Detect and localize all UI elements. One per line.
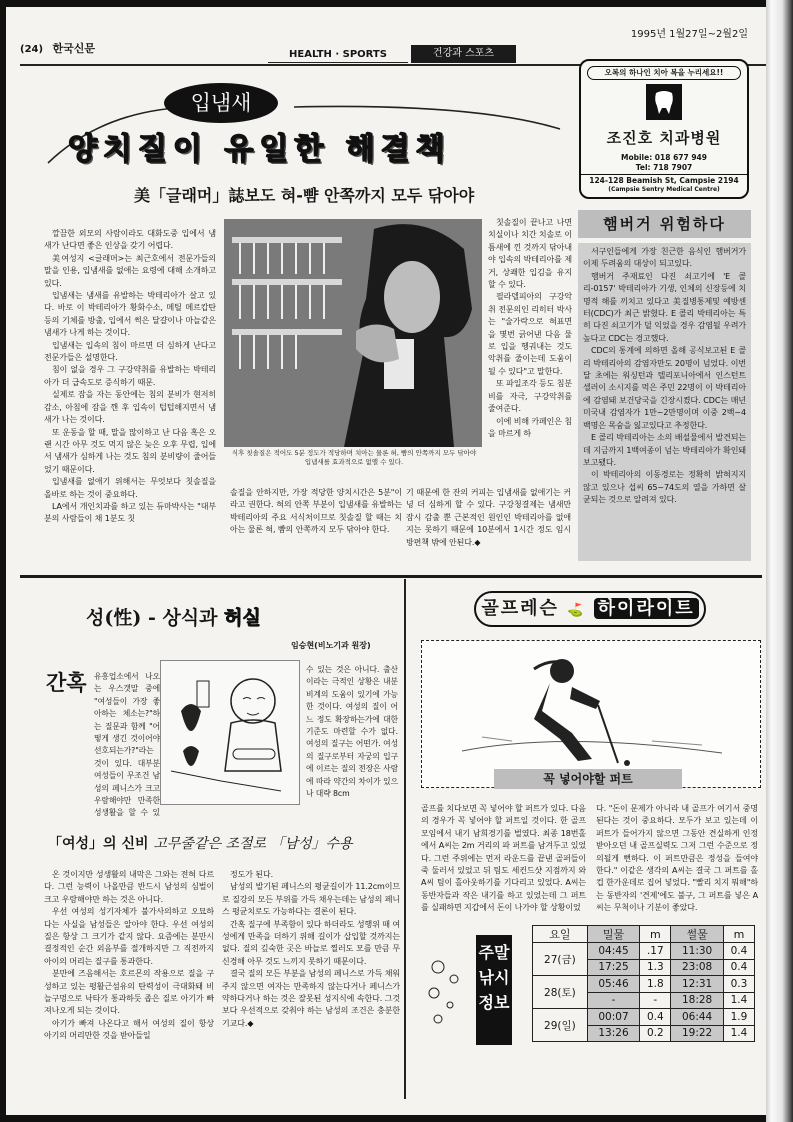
- sex-intro-left: [94, 671, 160, 819]
- high-m: 0.4: [640, 1009, 671, 1026]
- day-cell: 27(금): [533, 943, 588, 976]
- low-m: 0.4: [723, 943, 754, 960]
- subtitle-accent: 고무줄같은 조절로 「남성」수용: [153, 836, 353, 852]
- paragraph: 서구인들에게 가장 친근한 음식인 햄버거가 이제 두려움의 대상이 되고있다.: [583, 247, 746, 269]
- paragraph: LA에서 개인치과를 하고 있는 듀마박사는 "대부분의 사람들이 채 1분도 칫: [44, 501, 216, 524]
- low-m: 0.4: [723, 959, 754, 976]
- article-column-2: [230, 487, 402, 569]
- clinic-address: 124-128 Beamish St, Campsie 2194: [581, 174, 747, 185]
- clinic-mobile: Mobile: 018 677 949: [620, 153, 707, 162]
- paragraph: CDC의 통계에 의하면 올해 공식보고된 E 콜리 박테리아의 감염자만도 20명이 넘었다. 이번달 초에는 워싱턴과 텔리포니아에서 인스턴트 셀러이 소시지를 먹은 주민 22명이 이 박테리아에 감염돼 보건당국을 긴장시켰다. CDC는 매년 미국내 감염자가 1만~2만명이며 이중 2백~4백명은 목숨을 잃고있다고 추정한다.: [583, 346, 746, 430]
- high-time: 17:25: [587, 959, 640, 976]
- paragraph: 골프를 치다보면 꼭 넣어야 할 퍼트가 있다. 다음의 경우가 꼭 넣어야 할 퍼트일 것이다. 한 골프모임에서 내기 남희경기를 벌였다. 최종 18번홀에서 A씨는 2m 거리의 파 퍼트를 남겨두고 있었다. 그런 주위에는 먼저 라운드를 끝낸 골퍼들이 죽 둘러서 있었고 뒤 팀도 세컨드샷 지점까지 와 A씨 팀이 홀아웃하기를 기다리고 있었다. A씨는 동반자들과 작은 내기를 하고 있었는데 그 퍼트를 실패하면 지갑에서 돈이 나가야 할 상황이었: [421, 804, 586, 913]
- col-high-m: m: [640, 926, 671, 943]
- paragraph: 美여성지 <글래머>는 최근호에서 전문가들의 말을 인용, 입냄새를 없애는 요령에 대해 소개하고 있다.: [44, 253, 216, 288]
- scan-edge: [766, 0, 793, 1122]
- article-column-4: [488, 217, 572, 485]
- column-divider: [404, 579, 406, 1099]
- article-headline: 양치질이 유일한 해결책: [68, 132, 451, 167]
- paragraph: 깔끔한 외모의 사람이라도 대화도중 입에서 냄새가 난다면 좋은 인상을 갖기 어렵다.: [44, 229, 216, 251]
- ad-tagline: 오복의 하나인 치아 복을 누리세요!!: [587, 66, 741, 80]
- paragraph: 침이 없을 경우 그 구강약취를 유발하는 박테리아가 더 급속도로 증식하기 때문.: [44, 365, 216, 387]
- paragraph: 입냄새는 냄새를 유발하는 박테리아가 살고 있다. 바로 이 박테리아가 황화수소, 메틸 메르캅탄 등의 기체를 방출, 입에서 썩은 달걀이나 마늘같은 냄새가 나게 하는 것이다.: [44, 291, 216, 338]
- table-row: [533, 943, 755, 960]
- paragraph: 입냄새를 없애기 위해서는 무엇보다 칫솔질을 올바로 하는 것이 중요하다.: [44, 477, 216, 499]
- hamburger-title: 햄버거 위험하다: [578, 210, 751, 238]
- golf-ball-icon: ⛳: [567, 603, 586, 618]
- day-cell: 28(토): [533, 976, 588, 1009]
- paragraph: 결국 질의 모든 부분을 남성의 페니스로 가득 채워주지 않으면 여자는 만족하지 않는다거나 페니스가 약하다거나 하는 것은 잘못된 성지식에 속한다. 그것보다 우선적으로 갖춰야 하는 남성의 조건은 충분한 기교다.◆: [222, 969, 400, 1028]
- low-time: 12:31: [671, 976, 724, 993]
- low-m: 1.9: [723, 1009, 754, 1026]
- golf-body-right: [596, 803, 758, 923]
- sex-column-title-accent: 허실: [224, 607, 261, 629]
- paragraph: 솔질을 안하지만, 가장 적당한 양치시간은 5분"이라고 권한다. 혀의 안쪽 부분이 입냄새를 유발하는 박테리아의 주요 서식처이므로 칫솔질 할 때는 치아는 물론 혀, 뺨의 안쪽까지 모두 닦아야 한다.: [230, 488, 402, 535]
- low-m: 0.3: [723, 976, 754, 993]
- newspaper-page: [6, 7, 766, 1115]
- issue-date: 1995년 1월27일~2월2일: [630, 29, 748, 40]
- sex-body-left: [44, 869, 214, 1097]
- paragraph: 이에 비해 카페인은 침을 마르게 하: [488, 416, 572, 438]
- paragraph: 칫솔질이 끝나고 나면 치실이나 치간 치솔로 이 틈새에 낀 것까지 닦아내야 입속의 박테리아를 제거, 상쾌한 입김을 유지할 수 있다.: [488, 218, 572, 290]
- paragraph: 필라델피아의 구강악취 전문의인 리히터 박사는 "술가락으로 혀표면을 몇번 긁어낸 다음 물로 입을 헹궈내는 것도 악취를 줄이는데 도움이 될 수 있다"고 말한다.: [488, 292, 572, 376]
- table-row: [533, 976, 755, 993]
- paragraph: 기 때문에 한 잔의 커피는 입냄새를 없애기는 커녕 더 심하게 할 수 있다. 구강청결제는 냄새만 잠시 감출 뿐 근본적인 원인인 박테리아를 없애지는 못하기 때문에 10분에서 1시간 정도 임시방편책 밖에 안된다.◆: [406, 488, 571, 547]
- paragraph: 또 파일조각 등도 침분비를 자극, 구강악취를 줄여준다.: [488, 379, 572, 414]
- tide-table: [532, 925, 755, 1042]
- subtitle-main: 「여성」의 신비: [48, 836, 149, 852]
- col-low-m: m: [723, 926, 754, 943]
- low-time: 18:28: [671, 992, 724, 1009]
- high-time: 00:07: [587, 1009, 640, 1026]
- paragraph: 남성의 발기된 페니스의 평균길이가 11.2cm이므로 질강의 모든 부위를 가득 채우는데는 남성의 페니스 평균치로도 가능하다는 결론이 된다.: [222, 882, 400, 917]
- article-column-1: [44, 228, 216, 568]
- clinic-name: 조진호 치과병원: [606, 129, 722, 147]
- section-divider: [20, 575, 762, 578]
- page-header: [20, 40, 95, 56]
- toothbrushing-photo: [224, 219, 482, 447]
- sex-body-right: [222, 869, 400, 1097]
- high-m: 1.3: [640, 959, 671, 976]
- col-high: 밀물: [587, 926, 640, 943]
- sex-intro-right: [306, 664, 398, 819]
- high-m: 1.8: [640, 976, 671, 993]
- paragraph: 정도가 된다.: [230, 870, 274, 879]
- sex-column-subtitle: [48, 833, 353, 853]
- golf-illustration: [421, 640, 761, 788]
- hamburger-body: [578, 243, 751, 561]
- drop-cap: 간혹: [46, 671, 87, 695]
- low-m: 1.4: [723, 992, 754, 1009]
- golf-title-accent: 하이라이트: [594, 598, 699, 619]
- golf-caption: 꼭 넣어야할 퍼트: [494, 769, 682, 789]
- golf-body-left: [421, 803, 586, 923]
- col-day: 요일: [533, 926, 588, 943]
- section-title-ko: 건강과 스포츠: [411, 45, 516, 63]
- paragraph: 우선 여성의 성기자체가 불가사의하고 오묘하다는 사실을 남성들은 알아야 한다. 우선 여성의 질은 항상 그 크기가 같지 않다. 요즘에는 분만시 결정적인 순간 외음부를 절개하지만 그 직전까지 아이의 머리는 질구를 통과한다.: [44, 907, 214, 966]
- fishing-tide-info: [476, 925, 756, 1073]
- paragraph: 실제로 잠을 자는 동안에는 침의 분비가 현저히 감소, 아침에 잠을 깬 후 입속이 텁텁해지면서 냄새가 나는 것이다.: [44, 390, 216, 425]
- sex-column-title-main: 성(性) - 상식과: [86, 607, 218, 629]
- low-m: 1.4: [723, 1025, 754, 1042]
- clinic-address-note: (Campsie Sentry Medical Centre): [608, 186, 720, 193]
- col-low: 썰물: [671, 926, 724, 943]
- paragraph: E 콜리 박테리아는 소의 배설물에서 발견되는데 지금까지 1백여종이 넘는 박테리아가 확인돼 보고됐다.: [583, 433, 746, 467]
- high-m: 0.2: [640, 1025, 671, 1042]
- article-tag-bubble: 입냄새: [164, 83, 278, 123]
- sex-column-title: [86, 603, 261, 630]
- golf-title-main: 골프레슨: [481, 598, 559, 619]
- clinic-tel: Tel: 718 7907: [635, 163, 693, 172]
- low-time: 19:22: [671, 1025, 724, 1042]
- paragraph: 수 있는 것은 아니다. 출산이라는 극적인 상황은 내분비계의 도움이 있기에 가능한 것이다. 여성의 질이 어느 정도 확장하는가에 대한 기준도 마련할 수가 없다. 여성의 질구는 어떤가. 여성의 질구로부터 자궁의 입구에 이르는 질의 전장은 사람에 따라 약간의 차이가 있으나 대략 8cm: [306, 665, 398, 799]
- high-m: .17: [640, 943, 671, 960]
- high-time: 13:26: [587, 1025, 640, 1042]
- high-time: 05:46: [587, 976, 640, 993]
- section-title-en: HEALTH · SPORTS: [268, 46, 408, 63]
- high-m: -: [640, 992, 671, 1009]
- high-time: -: [587, 992, 640, 1009]
- dental-clinic-ad: [579, 59, 749, 199]
- tide-label: 주말 낚시 정보: [476, 935, 512, 1045]
- paragraph: 온 것이지만 성생활의 내막은 그와는 전혀 다르다. 그런 능력이 나올만큼 반드시 남성의 심벌이 크고 우람해야만 하는 것은 아니다.: [44, 870, 214, 904]
- low-time: 11:30: [671, 943, 724, 960]
- paragraph: 유흥업소에서 나오는 우스갯말 중에 "여성들이 가장 좋아하는 체소는?"하는 질문과 함께 "어떻게 생긴 것이어야 선호되는가?"라는 것이 있다. 대부분 여성들이 무조건 남성의 페니스가 크고 우람해야만 만족한 성생활을 할 수 있: [94, 672, 160, 818]
- paragraph: 또 운동을 할 때, 말을 많이하고 난 다음 혹은 오랜 시간 아무 것도 먹지 않은 늦은 오후 무렵, 입에서 냄새가 심하게 나는 것도 침의 분비량이 줄어들었기 때문이다.: [44, 427, 216, 474]
- paragraph: 아기가 빠져 나온다고 해서 여성의 질이 항상 아기의 머리만한 것을 받아들일: [44, 1018, 214, 1041]
- tooth-icon: [646, 84, 682, 120]
- low-time: 23:08: [671, 959, 724, 976]
- bubbles-icon: [424, 957, 474, 1037]
- cartoon-illustration: [160, 660, 300, 805]
- page-number: (24): [20, 44, 44, 55]
- golf-lesson-title: [474, 591, 706, 627]
- table-row: [533, 1009, 755, 1026]
- paragraph: 이 박테리아의 이동경로는 정확히 밝혀지지 않고 있으나 섭씨 65~74도의 열을 가하면 살균되는 것으로 알려져 있다.: [583, 470, 746, 505]
- paper-name: 한국신문: [52, 42, 96, 55]
- high-time: 04:45: [587, 943, 640, 960]
- day-cell: 29(일): [533, 1009, 588, 1042]
- table-header-row: [533, 926, 755, 943]
- article-subhead: 美「글래머」誌보도 혀-뺨 안쪽까지 모두 닦아야: [134, 186, 475, 205]
- photo-caption: 식후 칫솔질은 적어도 5분 정도가 적당하며 치아는 물론 혀, 뺨의 안쪽까지 모두 닦아야 입냄새를 효과적으로 없앨 수 있다.: [231, 449, 477, 466]
- paragraph: 입냄새는 입속의 침이 마르면 더 심하게 난다고 전문가들은 설명한다.: [44, 340, 216, 363]
- paragraph: 햄버거 주재료인 다진 쇠고기에 'E 콜리-0157' 박테리아가 기생, 인체의 신장등에 치명적 해를 끼치고 있다고 美질병통제및 예방센터(CDC)가 최근 밝혔다. E 콜리 박테리아는 특히 다진 쇠고기가 덜 익었을 경우 감염될 우려가 높다고 CDC는 경고했다.: [583, 271, 746, 343]
- paragraph: 간혹 질구에 부족함이 있다 하더라도 성행위 때 여성에게 만족을 더하기 위해 길이가 삽입할 것까지는 없다. 질의 깊숙한 곳은 바늘로 찔러도 모를 만큼 무신경해 아무 것도 느끼지 못하기 때문이다.: [222, 919, 400, 966]
- low-time: 06:44: [671, 1009, 724, 1026]
- paragraph: 분만에 즈음해서는 호르몬의 작용으로 질을 구성하고 있는 평활근섬유의 탄력성이 극대화돼 비늘구멍으로 낙타가 통과하듯 좁은 질로 아기가 빠져나오게 되는 것이다.: [44, 969, 214, 1016]
- column-author: 임승현(비노기과 원장): [291, 641, 371, 650]
- paragraph: 다. "돈이 문제가 아니라 내 골프가 여기서 중명된다는 것이 중요하다. 모두가 보고 있는데 이 퍼트가 들어가지 않으면 그동안 견실하게 인정받아오던 내 골프실력도 그저 그런 수준으로 정의될게 뻔하다. 이 퍼트만큼은 정성을 들여야 한다." 이같은 생각의 A씨는 결국 그 퍼트를 홀컵 한가운데로 집어 넣었다. "빨리 치지 뭐해"하는 동반자의 '견제'에도 불구, 그 퍼트를 넣은 A씨는 무척이나 기분이 좋았다.: [596, 804, 758, 913]
- article-column-3: [406, 487, 571, 569]
